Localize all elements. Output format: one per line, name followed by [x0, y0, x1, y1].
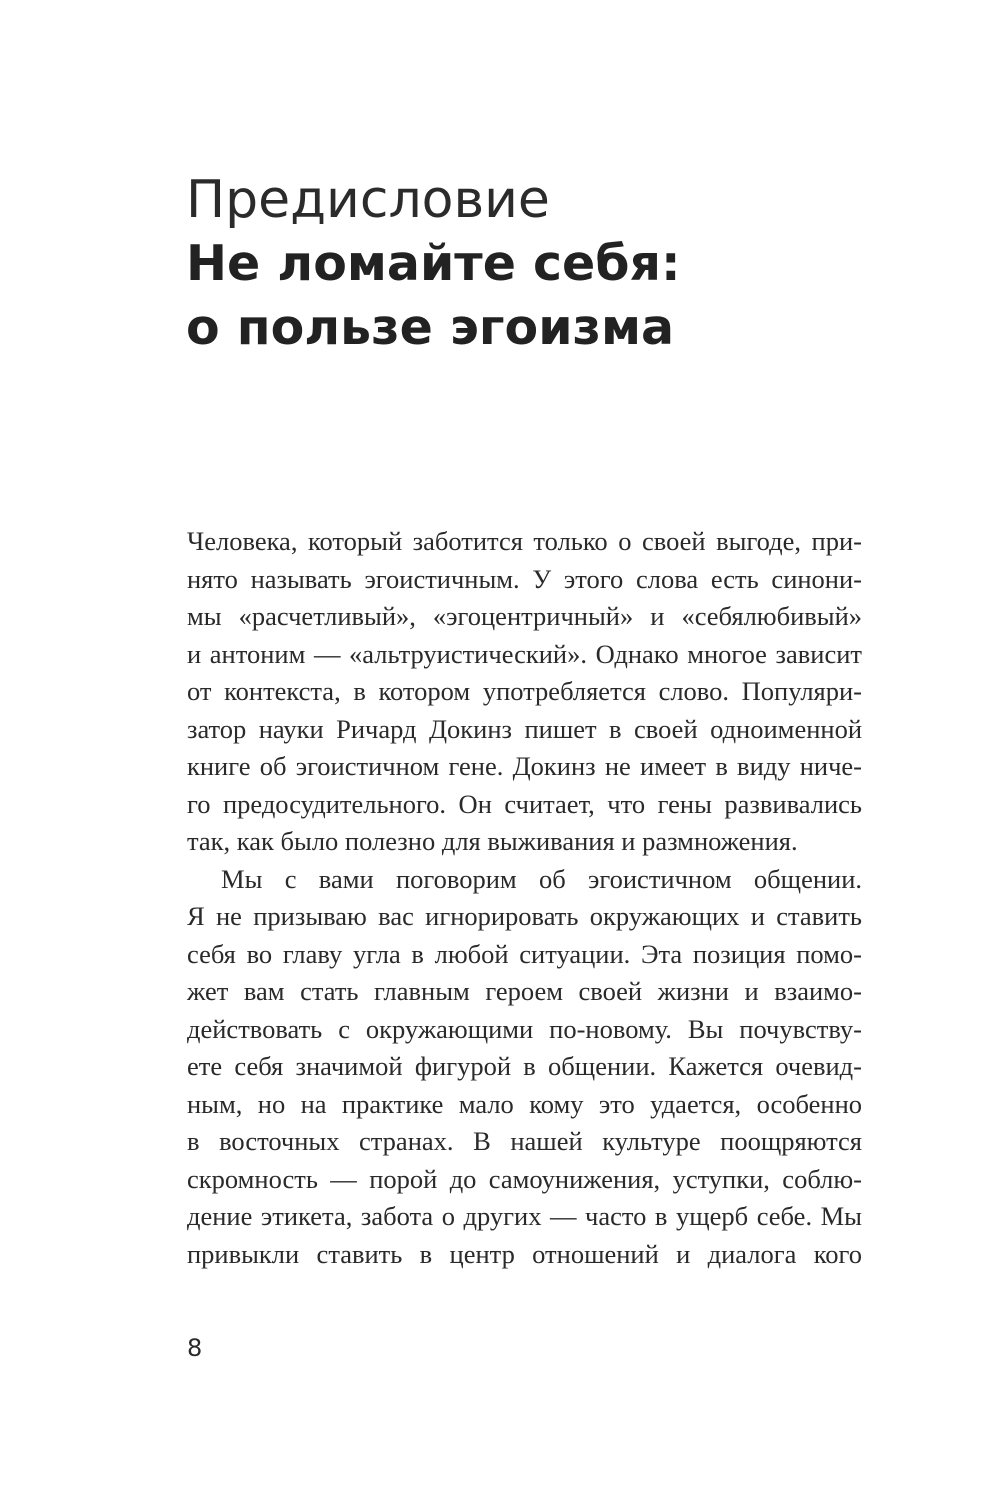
text-line: Человека, который заботится только о своей выгоде, при- [187, 526, 862, 556]
paragraph-1 [187, 523, 862, 861]
text-line: затор науки Ричард Докинз пишет в своей одноименной [187, 713, 862, 744]
paragraph-2 [187, 861, 862, 1274]
text-line: привыкли ставить в центр отношений и диалога кого [187, 1238, 862, 1269]
text-line: себя во главу угла в любой ситуации. Эта позиция помо- [187, 938, 862, 969]
text-line: книге об эгоистичном гене. Докинз не имеет в виду ниче- [187, 751, 862, 781]
chapter-heading [186, 168, 906, 360]
section-label: Предисловие [186, 170, 550, 230]
text-line: жет вам стать главным героем своей жизни и взаимо- [187, 976, 862, 1006]
chapter-title-line: о пользе эгоизма [186, 299, 675, 356]
text-line: мы «расчетливый», «эгоцентричный» и «себялюбивый» [187, 601, 862, 631]
text-line: ным, но на практике мало кому это удается, особенно [187, 1088, 862, 1119]
text-line: дение этикета, забота о других — часто в ущерб себе. Мы [187, 1201, 862, 1231]
text-line: скромность — порой до самоунижения, уступки, соблю- [187, 1163, 862, 1194]
text-line: Мы с вами поговорим об эгоистичном общении. [221, 863, 862, 894]
text-line: действовать с окружающими по-новому. Вы почувству- [187, 1013, 862, 1044]
text-line: в восточных странах. В нашей культуре поощряются [187, 1126, 862, 1156]
page-number: 8 [187, 1334, 203, 1362]
text-line: Я не призываю вас игнорировать окружающих и ставить [187, 901, 862, 931]
chapter-title [186, 232, 906, 360]
text-line: го предосудительного. Он считает, что гены развивались [187, 788, 862, 819]
text-line: так, как было полезно для выживания и размножения. [187, 826, 798, 856]
text-line: и антоним — «альтруистический». Однако многое зависит [187, 638, 862, 669]
text-line: от контекста, в котором употребляется слово. Популяри- [187, 676, 862, 706]
text-line: ете себя значимой фигурой в общении. Кажется очевид- [187, 1051, 862, 1081]
text-line: нято называть эгоистичным. У этого слова есть синони- [187, 563, 862, 594]
body-text [187, 523, 862, 1273]
chapter-title-line: Не ломайте себя: [186, 235, 681, 292]
